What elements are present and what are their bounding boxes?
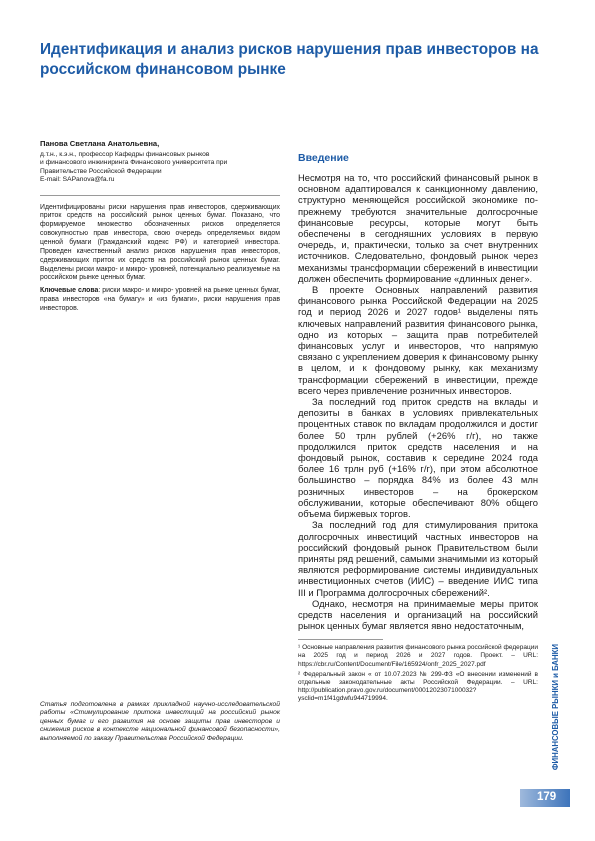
keywords-text: : риски макро- и микро- уровней на рынке ценных бумаг, права инвесторов «на бумагу» и «из бумаги», риски нарушения прав инвесторов. xyxy=(40,287,280,312)
author-name: Панова Светлана Анатольевна, xyxy=(40,139,160,148)
abstract: Идентифицированы риски нарушения прав инвесторов, сдерживающих приток средств на российский рынок ценных бумаг. Показано, что формируемое множество обозначенных рисков определяется совокупностью прав инвестора, свою очередь определяемых видом ценной бумаги (Гражданский кодекс РФ) и категорией инвестора. Проведен качественный анализ рисков нарушения прав инвесторов, сдерживающих приток их средств на российский рынок ценных бумаг. Выделены риски макро- и микро- уровней, потенциально реализуемые на российском рынке ценных бумаг. xyxy=(40,203,280,282)
journal-sidebar-label xyxy=(548,634,562,780)
article-title: Идентификация и анализ рисков нарушения прав инвесторов на российском финансовом рынке xyxy=(40,41,539,78)
author-affiliation-line: Правительстве Российской Федерации xyxy=(40,167,162,175)
page-number-badge xyxy=(520,789,570,807)
footnote: ¹ Основные направления развития финансового рынка российской федерации на 2025 год и период 2026 и 2027 годов. Проект. – URL: https://cbr.ru/Content/Document/File/165924/onfr_2025_2027.pdf xyxy=(298,644,538,668)
keywords-label: Ключевые слова xyxy=(40,287,99,295)
body-paragraph: В проекте Основных направлений развития финансового рынка Российской Федерации на 2025 год и период 2026 и 2027 годов¹ выделены пять ключевых направлений развития финансового рынка, одно из которых – защита прав потребителей финансовых услуг и инвесторов, что напрямую связано с укреплением доверия к финансовому рынку в целом, и к фондовому рынку, как механизму трансформации сбережений в инвестиции, прежде всего через привлечение розничных инвесторов. xyxy=(298,284,538,396)
author-affiliation-line: д.т.н., к.э.н., профессор Кафедры финансовых рынков xyxy=(40,151,210,158)
section-heading: Введение xyxy=(298,152,349,164)
divider xyxy=(40,195,280,196)
body-paragraph: Однако, несмотря на принимаемые меры приток средств населения и организаций на российский рынок ценных бумаг является явно недостаточным, xyxy=(298,597,538,632)
author-affiliation-line: и финансового инжиниринга Финансового университета при xyxy=(40,159,228,167)
sidebar-label-text: ФИНАНСОВЫЕ РЫНКИ и БАНКИ xyxy=(550,643,560,771)
footnote-divider xyxy=(298,639,383,640)
right-column xyxy=(298,152,538,705)
funding-note: Статья подготовлена в рамках прикладной научно-исследовательской работы «Стимулирование притока инвестиций на российский рынок ценных бумаг и его развития на основе защиты прав инвесторов и снижения рисков в контексте национальной финансовой безопасности», выполняемой по заказу Правительства Российской Федерации. xyxy=(40,701,280,742)
footnote: ² Федеральный закон « от 10.07.2023 № 299-ФЗ «О внесении изменений в отдельные законодательные акты Российской Федерации. – URL: http://publication.pravo.gov.ru/document/0001202307100032?ysclid=m1f41gdwfu944719994. xyxy=(298,670,538,702)
left-column xyxy=(40,139,280,314)
keywords xyxy=(40,287,280,314)
page-number: 179 xyxy=(537,791,557,803)
body-paragraph: За последний год приток средств на вклады и депозиты в банках в условиях привлекательных процентных ставок по вкладам продолжился и достиг более 50 трлн рублей (+26% г/г), но также продолжился приток средств населения и на фондовый рынок, составив к середине 2024 года более 16 трлн руб (+16% г/г), при этом абсолютное большинство – порядка 84% из более 43 млн розничных инвесторов – на брокерском обслуживании, которые обеспечивают 80% общего объема биржевых торгов. xyxy=(298,396,538,520)
body-paragraph: За последний год для стимулирования притока долгосрочных инвестиций частных инвесторов на российский фондовый рынок Правительством были приняты ряд решений, самыми значимыми из который являются реформирование системы индивидуальных инвестиционных счетов (ИИС) – введение ИИС типа III и Программа долгосрочных сбережений². xyxy=(298,519,538,598)
author-email: E-mail: SAPanova@fa.ru xyxy=(40,176,115,184)
body-paragraph: Несмотря на то, что российский финансовый рынок в основном адаптировался к санкционному давлению, структурно меняющейся российской экономике по-прежнему требуются значительные долгосрочные финансовые ресурсы, которые могут быть обеспечены в сегодняшних условиях в первую очередь, и, практически, только за счет внутренних источников. Следовательно, фондовый рынок через механизмы трансформации сбережений в инвестиции должен обеспечить формирование «длинных денег». xyxy=(298,172,538,284)
